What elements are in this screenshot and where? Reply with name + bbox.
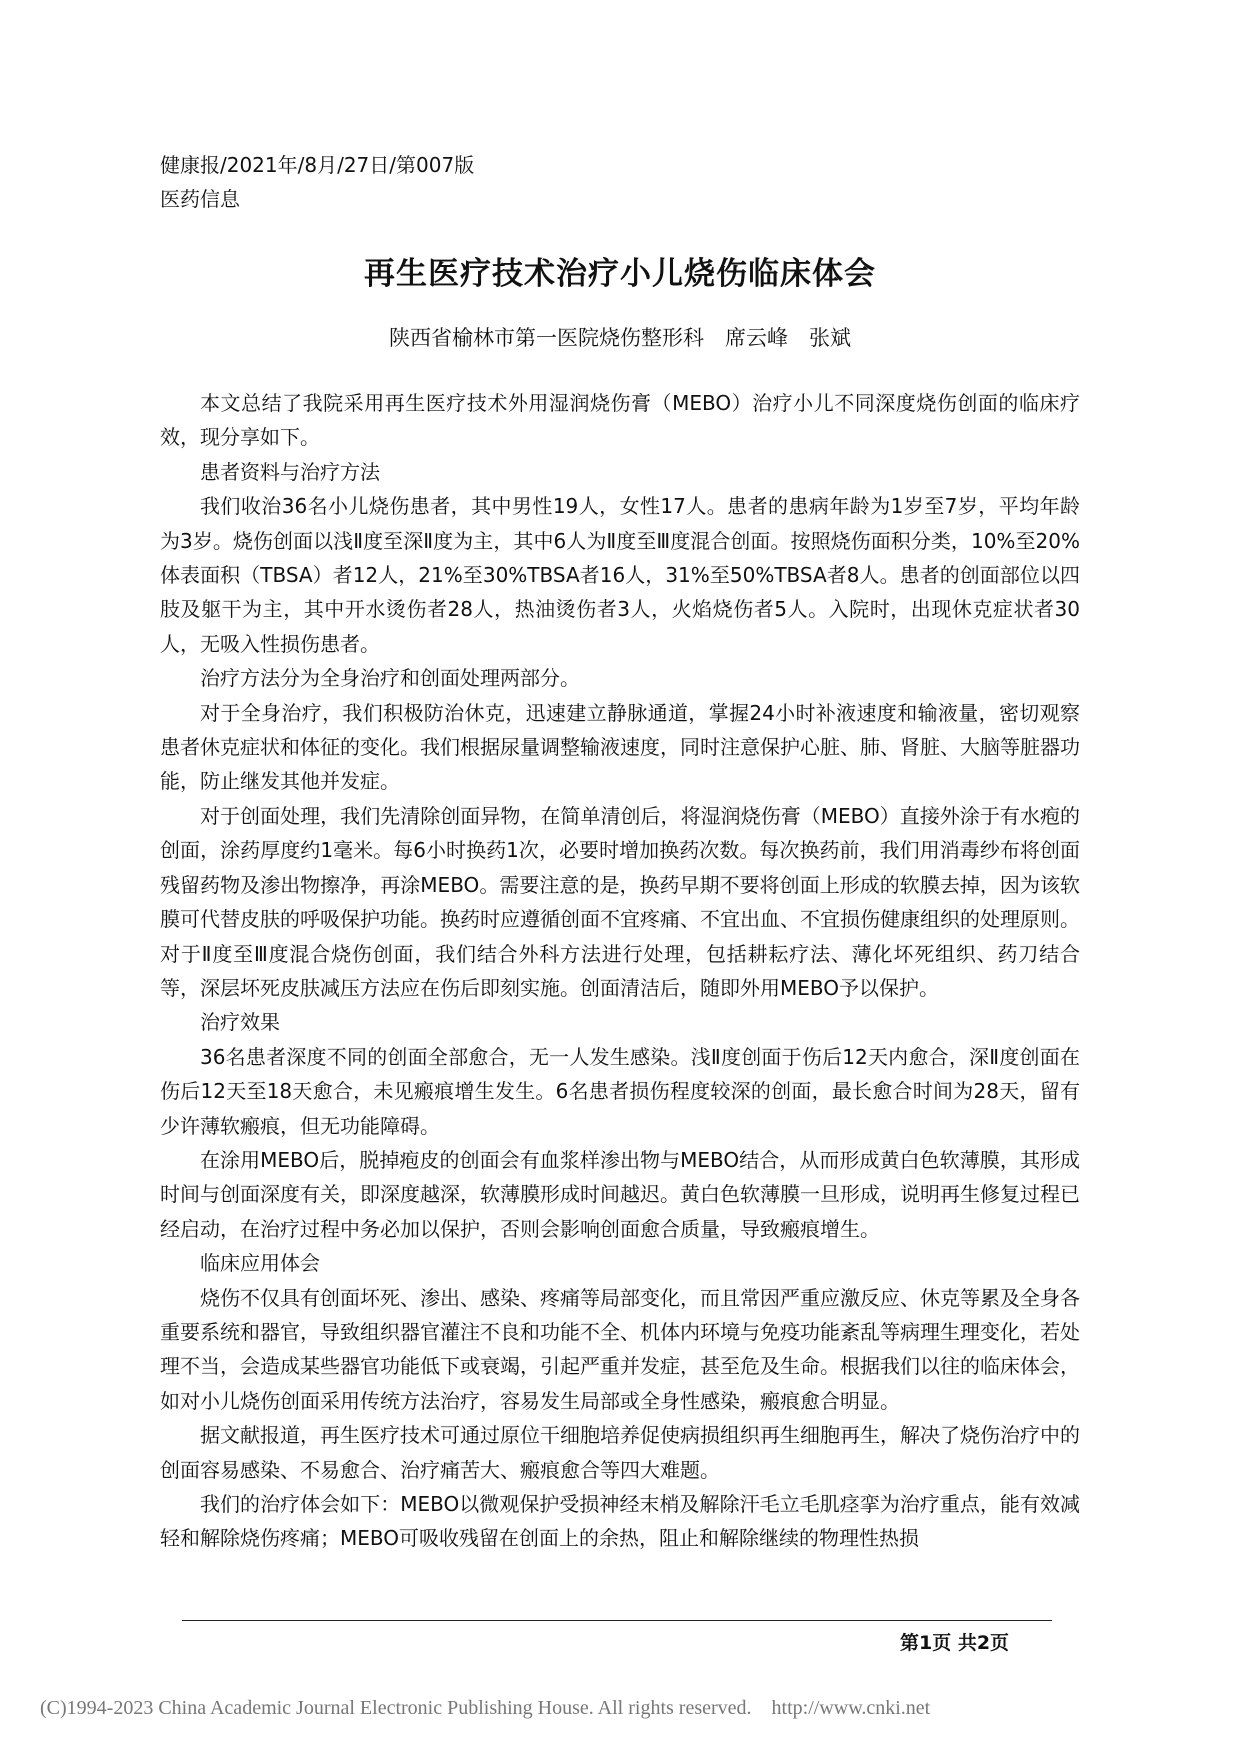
paragraph: 据文献报道，再生医疗技术可通过原位干细胞培养促使病损组织再生细胞再生，解决了烧伤治疗中的创面容易感染、不易愈合、治疗痛苦大、瘢痕愈合等四大难题。 bbox=[160, 1423, 1080, 1482]
paragraph: 36名患者深度不同的创面全部愈合，无一人发生感染。浅Ⅱ度创面于伤后12天内愈合，深Ⅱ度创面在伤后12天至18天愈合，未见瘢痕增生发生。6名患者损伤程度较深的创面，最长愈合时间为28天，留有少许薄软瘢痕，但无功能障碍。 bbox=[160, 1044, 1080, 1138]
section-heading: 患者资料与治疗方法 bbox=[200, 459, 380, 484]
section-heading: 治疗效果 bbox=[200, 1010, 280, 1035]
paragraph: 我们的治疗体会如下：MEBO以微观保护受损神经末梢及解除汗毛立毛肌痉挛为治疗重点，能有效减轻和解除烧伤疼痛；MEBO可吸收残留在创面上的余热，阻止和解除继续的物理性热损 bbox=[160, 1492, 1080, 1551]
footer-divider bbox=[182, 1620, 1052, 1621]
paragraph: 治疗方法分为全身治疗和创面处理两部分。 bbox=[200, 666, 580, 691]
paragraph: 对于全身治疗，我们积极防治休克，迅速建立静脉通道，掌握24小时补液速度和输液量，密切观察患者休克症状和体征的变化。我们根据尿量调整输液速度，同时注意保护心脏、肺、肾脏、大脑等脏器功能，防止继发其他并发症。 bbox=[160, 700, 1080, 794]
page-number: 第1页 共2页 bbox=[900, 1632, 1010, 1654]
paragraph: 本文总结了我院采用再生医疗技术外用湿润烧伤膏（MEBO）治疗小儿不同深度烧伤创面的临床疗效，现分享如下。 bbox=[160, 391, 1080, 450]
paragraph: 在涂用MEBO后，脱掉疱皮的创面会有血浆样渗出物与MEBO结合，从而形成黄白色软薄膜，其形成时间与创面深度有关，即深度越深，软薄膜形成时间越迟。黄白色软薄膜一旦形成，说明再生修复过程已经启动，在治疗过程中务必加以保护，否则会影响创面愈合质量，导致瘢痕增生。 bbox=[160, 1147, 1080, 1241]
article-title: 再生医疗技术治疗小儿烧伤临床体会 bbox=[364, 256, 876, 292]
author-line: 陕西省榆林市第一医院烧伤整形科 席云峰 张斌 bbox=[389, 326, 851, 350]
column-name: 医药信息 bbox=[160, 187, 240, 211]
article-body bbox=[160, 386, 1080, 1556]
paragraph: 烧伤不仅具有创面坏死、渗出、感染、疼痛等局部变化，而且常因严重应激反应、休克等累及全身各重要系统和器官，导致组织器官灌注不良和功能不全、机体内环境与免疫功能紊乱等病理生理变化，若处理不当，会造成某些器官功能低下或衰竭，引起严重并发症，甚至危及生命。根据我们以往的临床体会，如对小儿烧伤创面采用传统方法治疗，容易发生局部或全身性感染，瘢痕愈合明显。 bbox=[160, 1285, 1080, 1413]
source-line: 健康报/2021年/8月/27日/第007版 bbox=[160, 153, 475, 177]
paragraph: 对于创面处理，我们先清除创面异物，在简单清创后，将湿润烧伤膏（MEBO）直接外涂于有水疱的创面，涂药厚度约1毫米。每6小时换药1次，必要时增加换药次数。每次换药前，我们用消毒纱布将创面残留药物及渗出物擦净，再涂MEBO。需要注意的是，换药早期不要将创面上形成的软膜去掉，因为该软膜可代替皮肤的呼吸保护功能。换药时应遵循创面不宜疼痛、不宜出血、不宜损伤健康组织的处理原则。对于Ⅱ度至Ⅲ度混合烧伤创面，我们结合外科方法进行处理，包括耕耘疗法、薄化坏死组织、药刀结合等，深层坏死皮肤减压方法应在伤后即刻实施。创面清洁后，随即外用MEBO予以保护。 bbox=[160, 803, 1080, 1000]
copyright-notice: (C)1994-2023 China Academic Journal Electronic Publishing House. All rights reserved. http://www.cnki.net bbox=[40, 1697, 931, 1719]
paragraph: 我们收治36名小儿烧伤患者，其中男性19人，女性17人。患者的患病年龄为1岁至7岁，平均年龄为3岁。烧伤创面以浅Ⅱ度至深Ⅱ度为主，其中6人为Ⅱ度至Ⅲ度混合创面。按照烧伤面积分类，10%至20%体表面积（TBSA）者12人，21%至30%TBSA者16人，31%至50%TBSA者8人。患者的创面部位以四肢及躯干为主，其中开水烫伤者28人，热油烫伤者3人，火焰烧伤者5人。入院时，出现休克症状者30人，无吸入性损伤患者。 bbox=[160, 494, 1080, 656]
source-block bbox=[160, 148, 474, 216]
section-heading: 临床应用体会 bbox=[200, 1251, 320, 1276]
